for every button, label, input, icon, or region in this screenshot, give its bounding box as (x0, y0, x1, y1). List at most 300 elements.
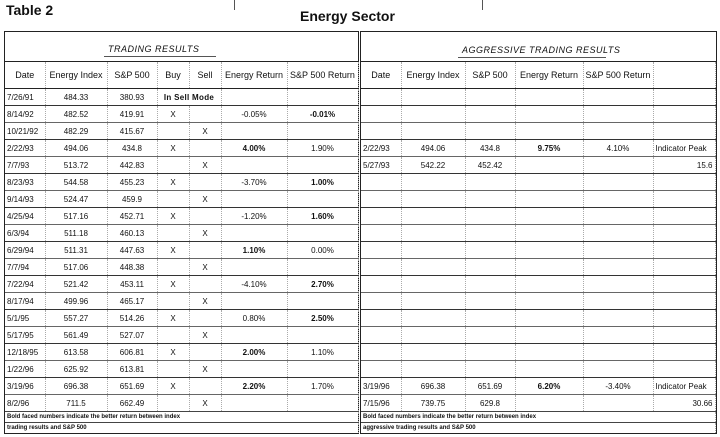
cell-sp500: 419.91 (107, 106, 157, 123)
cell-sp500 (465, 344, 515, 361)
cell-energy-return (515, 174, 583, 191)
table-row (361, 140, 715, 157)
cell-energy-return (515, 310, 583, 327)
cell-sp500: 651.69 (107, 378, 157, 395)
cell-sp500-return: 1.00% (287, 174, 358, 191)
cell-sp500 (465, 191, 515, 208)
cell-sp500 (465, 123, 515, 140)
cell-sp500: 606.81 (107, 344, 157, 361)
footnote-row (5, 423, 358, 434)
cell-sell (189, 242, 221, 259)
cell-date (361, 89, 401, 106)
cell-sp500: 455.23 (107, 174, 157, 191)
cell-date: 5/1/95 (5, 310, 45, 327)
footnote-text: aggressive trading results and S&P 500 (361, 423, 715, 434)
cell-energy-return: -3.70% (221, 174, 287, 191)
cell-indicator (653, 259, 715, 276)
cell-sell: X (189, 225, 221, 242)
cell-sell: X (189, 259, 221, 276)
footnote-text: trading results and S&P 500 (5, 423, 358, 434)
cell-sp500-return (287, 225, 358, 242)
cell-sell (189, 208, 221, 225)
cell-sell: X (189, 123, 221, 140)
cell-energy-index (401, 106, 465, 123)
aggressive-results-heading: AGGRESSIVE TRADING RESULTS (462, 45, 621, 55)
cell-sp500 (465, 89, 515, 106)
table-row (361, 242, 715, 259)
cell-sp500: 452.42 (465, 157, 515, 174)
cell-energy-index: 561.49 (45, 327, 107, 344)
cell-sp500-return: -0.01% (287, 106, 358, 123)
cell-sp500 (465, 174, 515, 191)
cell-sell: X (189, 327, 221, 344)
cell-sp500: 465.17 (107, 293, 157, 310)
cell-date: 7/7/93 (5, 157, 45, 174)
cell-energy-index (401, 174, 465, 191)
cell-sp500-return: 1.70% (287, 378, 358, 395)
col-header-sp500-return: S&P 500 Return (287, 62, 358, 89)
cell-energy-index (401, 293, 465, 310)
cell-sp500-return (287, 157, 358, 174)
cell-date: 5/27/93 (361, 157, 401, 174)
cell-buy: X (157, 242, 189, 259)
col-header-sp500: S&P 500 (107, 62, 157, 89)
cell-sell: X (189, 191, 221, 208)
cell-date (361, 259, 401, 276)
table-row (5, 242, 358, 259)
table-row (361, 123, 715, 140)
cell-energy-index: 482.52 (45, 106, 107, 123)
cell-sp500-return (583, 174, 653, 191)
cell-energy-return (515, 293, 583, 310)
cell-energy-index (401, 344, 465, 361)
cell-buy: X (157, 378, 189, 395)
cell-date: 8/17/94 (5, 293, 45, 310)
cell-energy-index: 494.06 (45, 140, 107, 157)
cell-energy-return (515, 259, 583, 276)
table-row (5, 378, 358, 395)
cell-sp500-return: 2.50% (287, 310, 358, 327)
cell-energy-index: 625.92 (45, 361, 107, 378)
cell-indicator (653, 293, 715, 310)
table-row (361, 157, 715, 174)
cell-date (361, 242, 401, 259)
cell-sp500-return: 1.90% (287, 140, 358, 157)
table-row (5, 276, 358, 293)
cell-energy-return (221, 191, 287, 208)
table-row (361, 89, 715, 106)
cell-indicator: Indicator Peak (653, 140, 715, 157)
cell-energy-return (515, 123, 583, 140)
cell-date (361, 293, 401, 310)
cell-sp500-return (583, 89, 653, 106)
cell-date (361, 225, 401, 242)
cell-sp500-return (583, 242, 653, 259)
cell-sp500-return (583, 344, 653, 361)
cell-sp500: 448.38 (107, 259, 157, 276)
cell-date: 3/19/96 (5, 378, 45, 395)
cell-buy (157, 293, 189, 310)
cell-energy-index: 544.58 (45, 174, 107, 191)
table-row (361, 106, 715, 123)
table-row (361, 191, 715, 208)
cell-energy-return (221, 395, 287, 412)
cell-energy-return: -4.10% (221, 276, 287, 293)
cell-sp500 (465, 276, 515, 293)
cell-date: 7/22/94 (5, 276, 45, 293)
cell-sp500-return (583, 106, 653, 123)
cell-sp500: 452.71 (107, 208, 157, 225)
cell-sp500-return (287, 361, 358, 378)
cell-energy-index (401, 89, 465, 106)
trading-results-table (5, 61, 359, 433)
cell-sp500: 527.07 (107, 327, 157, 344)
cell-energy-return: 9.75% (515, 140, 583, 157)
cell-indicator: Indicator Peak (653, 378, 715, 395)
cell-energy-index: 513.72 (45, 157, 107, 174)
cell-sp500: 380.93 (107, 89, 157, 106)
cell-sp500-return (583, 327, 653, 344)
cell-sp500: 514.26 (107, 310, 157, 327)
cell-date (361, 361, 401, 378)
cell-sell (189, 344, 221, 361)
cell-buy: X (157, 276, 189, 293)
cell-sp500 (465, 106, 515, 123)
cell-sell: X (189, 361, 221, 378)
table-row (5, 361, 358, 378)
table-row (5, 259, 358, 276)
col-header-energy-index: Energy Index (45, 62, 107, 89)
cell-date: 3/19/96 (361, 378, 401, 395)
cell-sp500-return: 0.00% (287, 242, 358, 259)
cell-date: 10/21/92 (5, 123, 45, 140)
cell-sp500: 651.69 (465, 378, 515, 395)
cell-energy-return (515, 89, 583, 106)
table-row (5, 225, 358, 242)
cell-date: 6/29/94 (5, 242, 45, 259)
cell-sp500-return: 1.10% (287, 344, 358, 361)
table-row (5, 106, 358, 123)
cell-indicator (653, 191, 715, 208)
cell-energy-index: 517.06 (45, 259, 107, 276)
cell-energy-return (515, 395, 583, 412)
cell-sp500-return (287, 89, 358, 106)
cell-date (361, 327, 401, 344)
cell-energy-return (515, 276, 583, 293)
cell-energy-return (515, 157, 583, 174)
cell-energy-return (515, 327, 583, 344)
cell-indicator (653, 327, 715, 344)
cell-date: 2/22/93 (5, 140, 45, 157)
table-row (361, 174, 715, 191)
cell-buy (157, 327, 189, 344)
cell-date: 6/3/94 (5, 225, 45, 242)
cell-energy-index (401, 123, 465, 140)
cell-sp500 (465, 259, 515, 276)
cell-sp500 (465, 242, 515, 259)
cell-sp500-return (583, 208, 653, 225)
cell-energy-return (515, 225, 583, 242)
cell-date: 1/22/96 (5, 361, 45, 378)
footnote-text: Bold faced numbers indicate the better return between index (361, 412, 715, 423)
cell-buy (157, 191, 189, 208)
cell-energy-index (401, 259, 465, 276)
heading-underline (458, 57, 606, 58)
cell-energy-return (515, 106, 583, 123)
table-row (5, 123, 358, 140)
cell-energy-return (221, 123, 287, 140)
footnote-text: Bold faced numbers indicate the better return between index (5, 412, 358, 423)
cell-buy: X (157, 310, 189, 327)
cell-energy-return: -1.20% (221, 208, 287, 225)
cell-indicator (653, 361, 715, 378)
table-row (361, 225, 715, 242)
cell-energy-return: 0.80% (221, 310, 287, 327)
cell-sp500: 434.8 (107, 140, 157, 157)
cell-sp500-return: 1.60% (287, 208, 358, 225)
cell-sell: X (189, 293, 221, 310)
cell-energy-return (221, 89, 287, 106)
page-title: Energy Sector (300, 8, 395, 24)
cell-energy-return: 2.00% (221, 344, 287, 361)
col-header-date: Date (5, 62, 45, 89)
footnote-row (361, 412, 715, 423)
trading-results-heading: TRADING RESULTS (108, 44, 200, 54)
cell-sp500-return (287, 123, 358, 140)
cell-buy: X (157, 208, 189, 225)
cell-sp500-return (583, 191, 653, 208)
cell-sp500: 453.11 (107, 276, 157, 293)
cell-date: 5/17/95 (5, 327, 45, 344)
cell-sp500-return (583, 293, 653, 310)
cell-sp500-return: 2.70% (287, 276, 358, 293)
cell-buy: In Sell Mode (157, 89, 221, 106)
table-row (5, 327, 358, 344)
cell-sell (189, 106, 221, 123)
cell-energy-index (401, 242, 465, 259)
cell-energy-return: 1.10% (221, 242, 287, 259)
cell-energy-return: -0.05% (221, 106, 287, 123)
cell-sp500-return (583, 157, 653, 174)
cell-buy (157, 225, 189, 242)
cell-buy: X (157, 174, 189, 191)
cell-sp500: 415.67 (107, 123, 157, 140)
cell-buy (157, 157, 189, 174)
cell-date (361, 276, 401, 293)
cell-sp500-return: -3.40% (583, 378, 653, 395)
cell-indicator (653, 208, 715, 225)
cell-energy-index: 499.96 (45, 293, 107, 310)
table-row (5, 293, 358, 310)
cell-date: 2/22/93 (361, 140, 401, 157)
cell-sp500-return (287, 327, 358, 344)
cell-indicator (653, 89, 715, 106)
cell-date (361, 174, 401, 191)
table-label: Table 2 (6, 2, 54, 18)
table-row (5, 344, 358, 361)
cell-sp500-return (583, 259, 653, 276)
cell-energy-index (401, 310, 465, 327)
cell-energy-return (515, 344, 583, 361)
cell-indicator (653, 276, 715, 293)
heading-underline (104, 56, 216, 57)
cell-energy-return (221, 361, 287, 378)
cell-energy-index: 484.33 (45, 89, 107, 106)
table-row (361, 276, 715, 293)
table-row (5, 208, 358, 225)
cell-energy-index: 511.31 (45, 242, 107, 259)
cell-energy-index (401, 361, 465, 378)
top-tick-mark (482, 0, 483, 10)
cell-indicator (653, 174, 715, 191)
table-row (361, 327, 715, 344)
cell-buy: X (157, 106, 189, 123)
cell-energy-index: 711.5 (45, 395, 107, 412)
cell-sp500 (465, 293, 515, 310)
cell-sell: X (189, 157, 221, 174)
cell-indicator: 15.6 (653, 157, 715, 174)
cell-sp500-return (287, 259, 358, 276)
cell-energy-index: 696.38 (401, 378, 465, 395)
cell-sp500-return (287, 395, 358, 412)
table-row (361, 259, 715, 276)
cell-energy-index (401, 225, 465, 242)
table-row (5, 191, 358, 208)
cell-energy-return (515, 361, 583, 378)
cell-date: 7/26/91 (5, 89, 45, 106)
cell-energy-index: 494.06 (401, 140, 465, 157)
aggressive-results-table (361, 61, 716, 433)
cell-sp500 (465, 310, 515, 327)
footnote-row (5, 412, 358, 423)
col-header-energy-return: Energy Return (515, 62, 583, 89)
cell-sp500: 447.63 (107, 242, 157, 259)
cell-date: 12/18/95 (5, 344, 45, 361)
cell-date: 9/14/93 (5, 191, 45, 208)
cell-sp500-return (583, 123, 653, 140)
table-row (5, 157, 358, 174)
cell-energy-return (221, 225, 287, 242)
cell-sp500-return (287, 191, 358, 208)
col-header-buy: Buy (157, 62, 189, 89)
cell-energy-index: 517.16 (45, 208, 107, 225)
col-header-date: Date (361, 62, 401, 89)
table-row (361, 395, 715, 412)
cell-date (361, 106, 401, 123)
table-row (361, 378, 715, 395)
cell-energy-return: 4.00% (221, 140, 287, 157)
cell-date: 8/14/92 (5, 106, 45, 123)
cell-energy-return (221, 157, 287, 174)
cell-sp500: 434.8 (465, 140, 515, 157)
cell-energy-index: 613.58 (45, 344, 107, 361)
cell-sp500 (465, 225, 515, 242)
cell-date (361, 208, 401, 225)
cell-indicator (653, 123, 715, 140)
cell-buy (157, 361, 189, 378)
cell-date (361, 310, 401, 327)
cell-energy-index: 524.47 (45, 191, 107, 208)
cell-indicator (653, 344, 715, 361)
cell-energy-index (401, 208, 465, 225)
cell-sp500-return (583, 361, 653, 378)
cell-energy-index: 739.75 (401, 395, 465, 412)
cell-energy-return: 6.20% (515, 378, 583, 395)
table-row (361, 361, 715, 378)
table-row (361, 208, 715, 225)
cell-sp500-return (287, 293, 358, 310)
table-row (361, 293, 715, 310)
cell-energy-return (515, 191, 583, 208)
cell-date: 8/23/93 (5, 174, 45, 191)
cell-buy (157, 123, 189, 140)
cell-sp500-return (583, 225, 653, 242)
cell-energy-index: 696.38 (45, 378, 107, 395)
cell-sp500 (465, 208, 515, 225)
cell-energy-return (221, 259, 287, 276)
table-row (361, 344, 715, 361)
cell-date: 7/15/96 (361, 395, 401, 412)
cell-energy-return (515, 208, 583, 225)
cell-energy-return (221, 293, 287, 310)
cell-buy: X (157, 140, 189, 157)
table-row (5, 140, 358, 157)
cell-sell (189, 174, 221, 191)
cell-sp500: 629.8 (465, 395, 515, 412)
cell-energy-index (401, 327, 465, 344)
cell-sell (189, 310, 221, 327)
cell-sp500: 442.83 (107, 157, 157, 174)
cell-sell: X (189, 395, 221, 412)
table-header-row (361, 62, 715, 89)
cell-sp500: 459.9 (107, 191, 157, 208)
cell-energy-index: 482.29 (45, 123, 107, 140)
cell-sp500 (465, 361, 515, 378)
cell-date: 7/7/94 (5, 259, 45, 276)
cell-sell (189, 378, 221, 395)
cell-sell (189, 276, 221, 293)
cell-energy-index (401, 191, 465, 208)
cell-date (361, 191, 401, 208)
cell-energy-return: 2.20% (221, 378, 287, 395)
col-header-energy-return: Energy Return (221, 62, 287, 89)
col-header-indicator (653, 62, 715, 89)
table-header-row (5, 62, 358, 89)
cell-indicator (653, 225, 715, 242)
cell-sell (189, 140, 221, 157)
table-row (5, 174, 358, 191)
cell-buy (157, 395, 189, 412)
cell-sp500-return (583, 395, 653, 412)
footnote-row (361, 423, 715, 434)
col-header-sp500-return: S&P 500 Return (583, 62, 653, 89)
cell-indicator: 30.66 (653, 395, 715, 412)
cell-date: 8/2/96 (5, 395, 45, 412)
top-tick-mark (234, 0, 235, 10)
table-row (5, 310, 358, 327)
cell-buy (157, 259, 189, 276)
cell-date: 4/25/94 (5, 208, 45, 225)
cell-energy-index: 511.18 (45, 225, 107, 242)
cell-date (361, 123, 401, 140)
cell-buy: X (157, 344, 189, 361)
cell-indicator (653, 106, 715, 123)
cell-sp500: 460.13 (107, 225, 157, 242)
table-row (5, 89, 358, 106)
cell-sp500-return: 4.10% (583, 140, 653, 157)
col-header-sell: Sell (189, 62, 221, 89)
cell-date (361, 344, 401, 361)
